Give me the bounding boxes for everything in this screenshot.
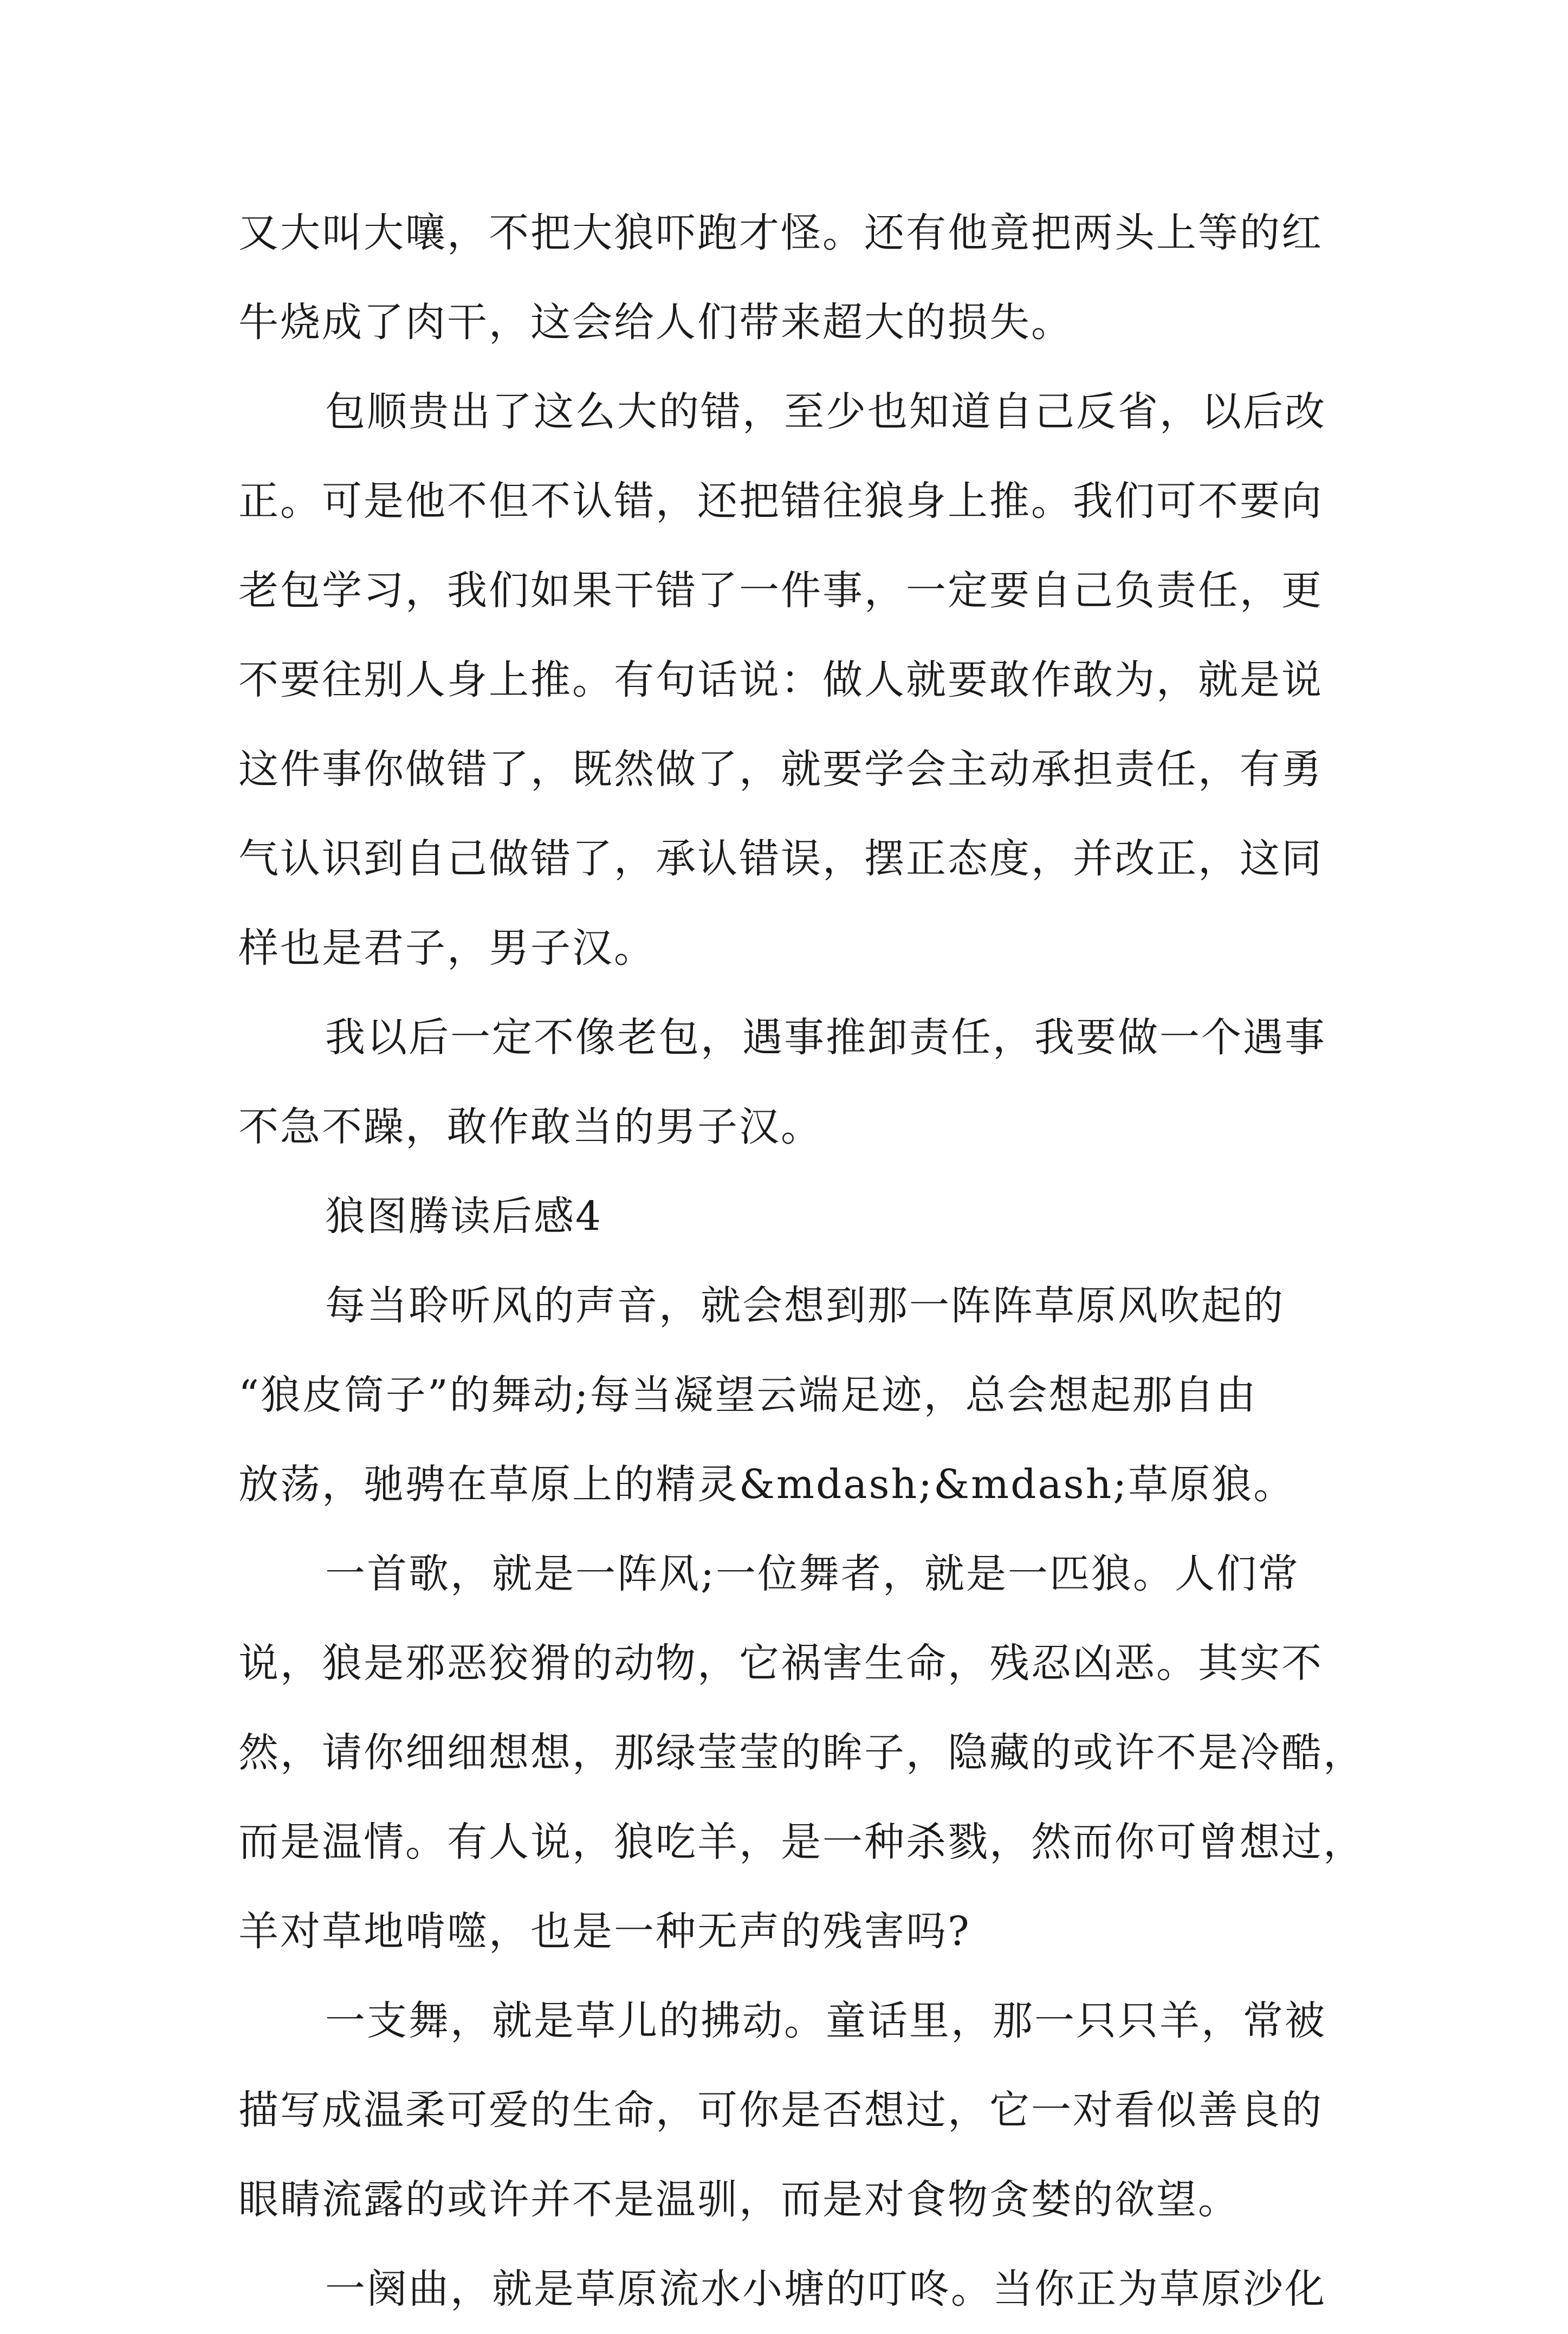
text-line: 老包学习，我们如果干错了一件事，一定要自己负责任，更: [238, 567, 1323, 614]
text-line: 不要往别人身上推。有句话说：做人就要敢作敢为，就是说: [238, 657, 1323, 703]
document-body: [238, 189, 1365, 2334]
text-line: 放荡，驰骋在草原上的精灵&mdash;&mdash;草原狼。: [238, 1461, 1295, 1508]
text-line: 而是温情。有人说，狼吃羊，是一种杀戮，然而你可曾想过，: [238, 1819, 1365, 1865]
paragraph-first-line: 一首歌，就是一阵风;一位舞者，就是一匹狼。人们常: [325, 1551, 1300, 1597]
text-line: 说，狼是邪恶狡猾的动物，它祸害生命，残忍凶恶。其实不: [238, 1640, 1323, 1687]
text-line: 不急不躁，敢作敢当的男子汉。: [238, 1104, 822, 1150]
text-line: 正。可是他不但不认错，还把错往狼身上推。我们可不要向: [238, 478, 1323, 524]
paragraph-first-line: 狼图腾读后感4: [325, 1193, 603, 1240]
text-line: 这件事你做错了，既然做了，就要学会主动承担责任，有勇: [238, 746, 1323, 793]
text-line: 描写成温柔可爱的生命，可你是否想过，它一对看似善良的: [238, 2087, 1323, 2134]
text-line: “狼皮筒子”的舞动;每当凝望云端足迹，总会想起那自由: [238, 1372, 1258, 1418]
paragraph-first-line: 包顺贵出了这么大的错，至少也知道自己反省，以后改: [325, 388, 1326, 435]
paragraph-first-line: 我以后一定不像老包，遇事推卸责任，我要做一个遇事: [325, 1014, 1326, 1061]
paragraph-first-line: 一支舞，就是草儿的拂动。童话里，那一只只羊，常被: [325, 1998, 1326, 2044]
text-line: 牛烧成了肉干，这会给人们带来超大的损失。: [238, 299, 1073, 346]
text-line: 然，请你细细想想，那绿莹莹的眸子，隐藏的或许不是冷酷，: [238, 1729, 1365, 1776]
text-line: 气认识到自己做错了，承认错误，摆正态度，并改正，这同: [238, 835, 1323, 882]
text-line: 样也是君子，男子汉。: [238, 925, 656, 971]
paragraph-first-line: 一阕曲，就是草原流水小塘的叮咚。当你正为草原沙化: [325, 2266, 1326, 2312]
text-line: 眼睛流露的或许并不是温驯，而是对食物贪婪的欲望。: [238, 2176, 1240, 2223]
paragraph-first-line: 每当聆听风的声音，就会想到那一阵阵草原风吹起的: [325, 1282, 1285, 1329]
text-line: 羊对草地啃噬，也是一种无声的残害吗?: [238, 1908, 971, 1955]
text-line: 又大叫大嚷，不把大狼吓跑才怪。还有他竟把两头上等的红: [238, 210, 1323, 256]
